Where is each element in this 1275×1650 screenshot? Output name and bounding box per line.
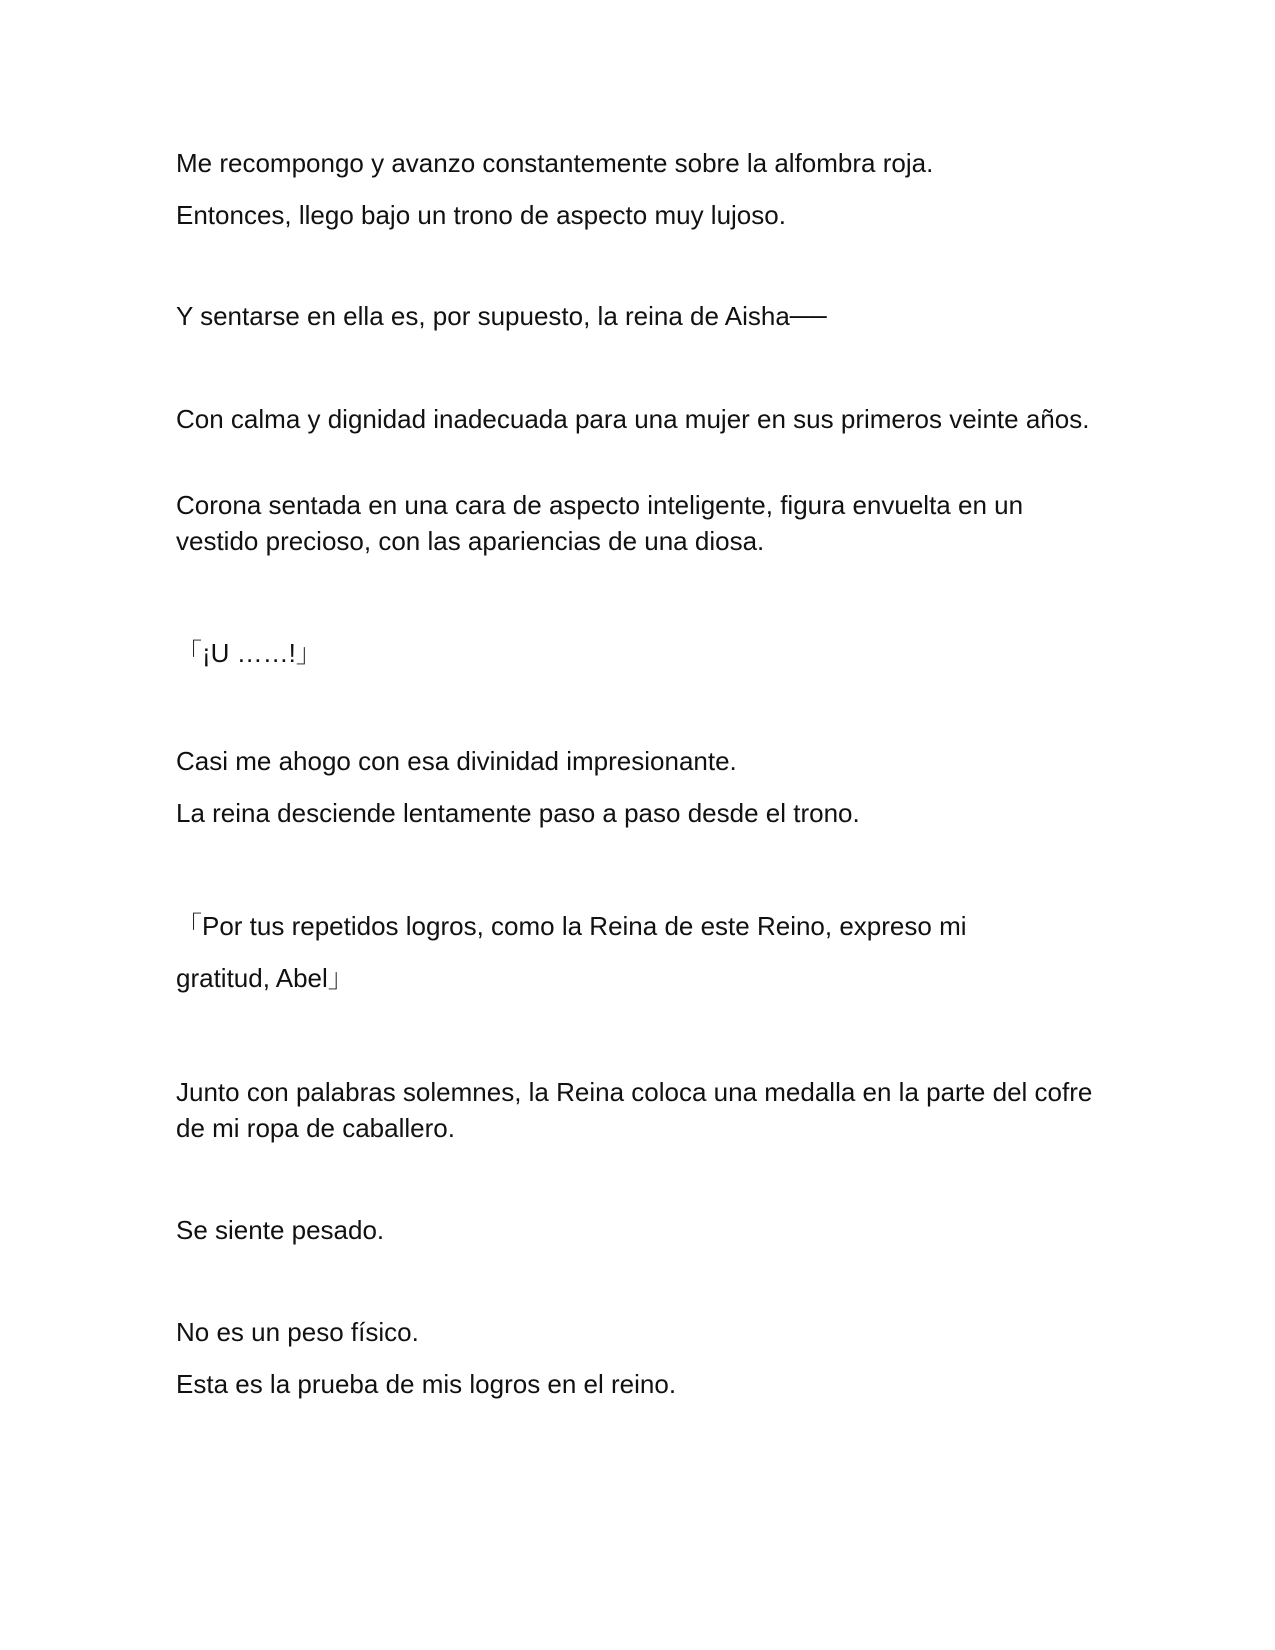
paragraph-7: Casi me ahogo con esa divinidad impresionante. (176, 746, 737, 776)
paragraph-1: Me recompongo y avanzo constantemente sobre la alfombra roja. (176, 148, 934, 178)
paragraph-10-dialogue: gratitud, Abel」 (176, 963, 354, 993)
paragraph-14: Esta es la prueba de mis logros en el reino. (176, 1369, 677, 1399)
paragraph-11: Junto con palabras solemnes, la Reina coloca una medalla en la parte del cofre de mi ropa de caballero. (176, 1077, 1093, 1143)
paragraph-13: No es un peso físico. (176, 1317, 419, 1347)
paragraph-2: Entonces, llego bajo un trono de aspecto muy lujoso. (176, 200, 786, 230)
paragraph-5: Corona sentada en una cara de aspecto inteligente, figura envuelta en un vestido precioso, con las apariencias de una diosa. (176, 490, 1024, 556)
paragraph-9-dialogue: 「Por tus repetidos logros, como la Reina de este Reino, expreso mi (176, 911, 967, 941)
paragraph-3: Y sentarse en ella es, por supuesto, la reina de Aisha── (176, 301, 827, 331)
paragraph-12: Se siente pesado. (176, 1215, 385, 1245)
paragraph-4: Con calma y dignidad inadecuada para una mujer en sus primeros veinte años. (176, 404, 1090, 434)
paragraph-8: La reina desciende lentamente paso a paso desde el trono. (176, 798, 860, 828)
paragraph-6-dialogue: 「¡U ……!」 (176, 638, 322, 668)
